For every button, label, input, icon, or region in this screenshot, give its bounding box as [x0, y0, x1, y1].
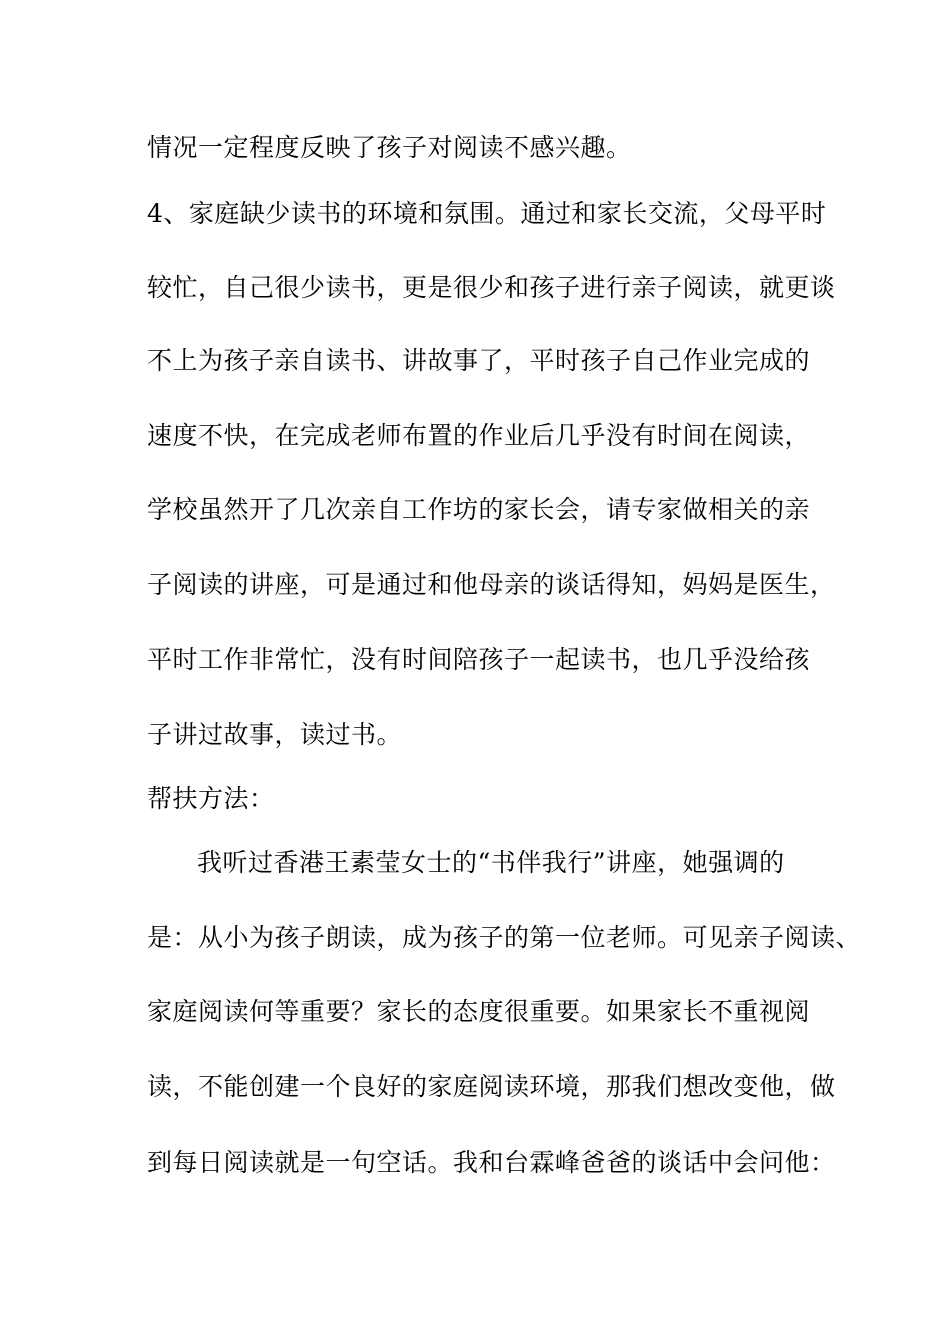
text-line: 子阅读的讲座，可是通过和他母亲的谈话得知，妈妈是医生， — [147, 570, 836, 599]
section-heading: 帮扶方法： — [147, 784, 275, 813]
text-line: 到每日阅读就是一句空话。我和台霖峰爸爸的谈话中会问他： — [147, 1148, 836, 1177]
text-line: 读，不能创建一个良好的家庭阅读环境，那我们想改变他，做 — [147, 1072, 836, 1101]
text-line: 平时工作非常忙，没有时间陪孩子一起读书，也几乎没给孩 — [147, 645, 811, 674]
text-line: 家庭阅读何等重要？家长的态度很重要。如果家长不重视阅 — [147, 997, 811, 1026]
paragraph-start: 我听过香港王素莹女士的“书伴我行”讲座，她强调的 — [197, 848, 785, 877]
list-item-4: 4、家庭缺少读书的环境和氛围。通过和家长交流，父母平时 — [147, 199, 827, 228]
text-line: 较忙，自己很少读书，更是很少和孩子进行亲子阅读，就更谈 — [147, 273, 836, 302]
text-line: 是：从小为孩子朗读，成为孩子的第一位老师。可见亲子阅读、 — [147, 923, 862, 952]
text-line: 情况一定程度反映了孩子对阅读不感兴趣。 — [147, 133, 632, 162]
text-line: 子讲过故事，读过书。 — [147, 720, 403, 749]
text-line: 速度不快，在完成老师布置的作业后几乎没有时间在阅读， — [147, 421, 811, 450]
text-line: 学校虽然开了几次亲自工作坊的家长会，请专家做相关的亲 — [147, 495, 811, 524]
text-line: 不上为孩子亲自读书、讲故事了，平时孩子自己作业完成的 — [147, 346, 811, 375]
